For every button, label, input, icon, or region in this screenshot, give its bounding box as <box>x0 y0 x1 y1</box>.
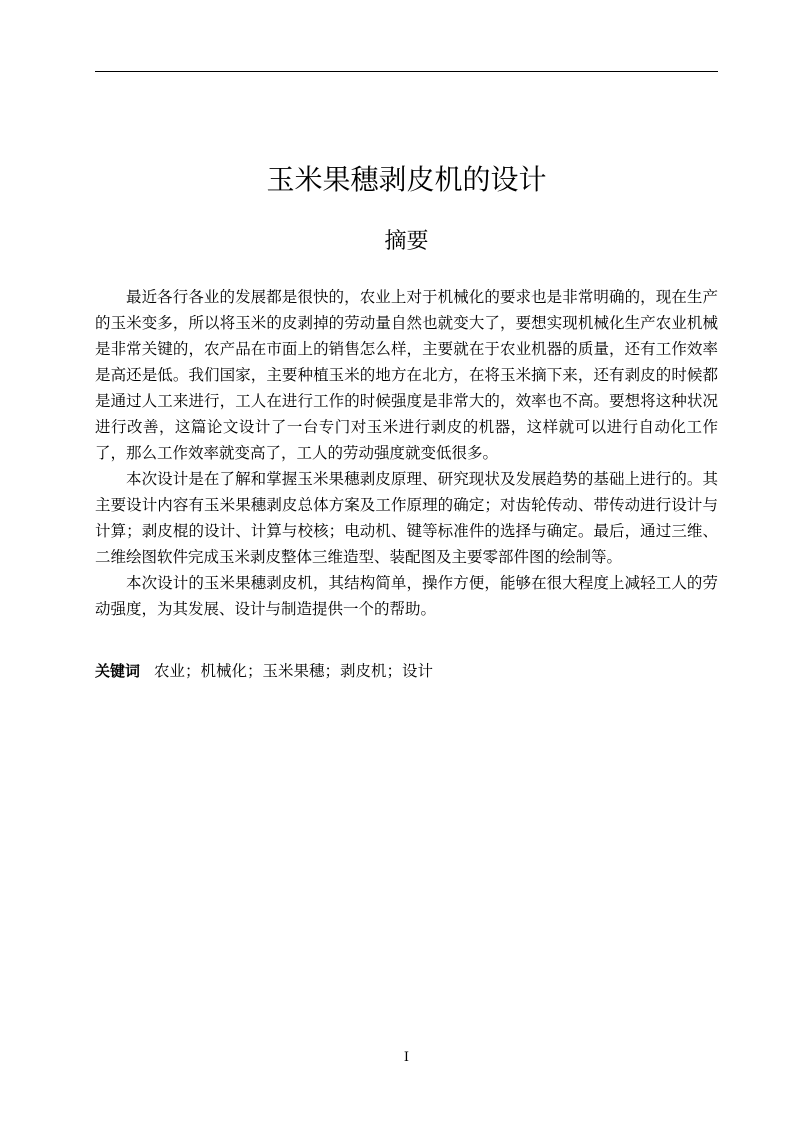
abstract-paragraph: 本次设计的玉米果穗剥皮机，其结构简单，操作方便，能够在很大程度上减轻工人的劳动强度，为其发展、设计与制造提供一个的帮助。 <box>95 574 718 618</box>
page-number: I <box>403 1050 410 1065</box>
keywords-line <box>95 658 718 684</box>
abstract-heading: 摘要 <box>384 229 429 254</box>
abstract-paragraph: 最近各行各业的发展都是很快的，农业上对于机械化的要求也是非常明确的，现在生产的玉米变多，所以将玉米的皮剥掉的劳动量自然也就变大了，要想实现机械化生产农业机械是非常关键的，农产品在市面上的销售怎么样，主要就在于农业机器的质量，还有工作效率是高还是低。我们国家，主要种植玉米的地方在北方，在将玉米摘下来，还有剥皮的时候都是通过人工来进行，工人在进行工作的时候强度是非常大的，效率也不高。要想将这种状况进行改善，这篇论文设计了一台专门对玉米进行剥皮的机器，这样就可以进行自动化工作了，那么工作效率就变高了，工人的劳动强度就变低很多。 <box>95 288 718 462</box>
abstract-paragraph: 本次设计是在了解和掌握玉米果穗剥皮原理、研究现状及发展趋势的基础上进行的。其主要设计内容有玉米果穗剥皮总体方案及工作原理的确定；对齿轮传动、带传动进行设计与计算；剥皮棍的设计、计算与校核；电动机、键等标准件的选择与确定。最后，通过三维、二维绘图软件完成玉米剥皮整体三维造型、装配图及主要零部件图的绘制等。 <box>95 470 718 566</box>
keywords-label: 关键词 <box>95 662 141 680</box>
document-title: 玉米果穗剥皮机的设计 <box>266 163 547 196</box>
abstract-body <box>95 284 718 622</box>
keywords-values: 农业；机械化；玉米果穗；剥皮机；设计 <box>154 662 434 680</box>
header-rule <box>95 71 718 72</box>
